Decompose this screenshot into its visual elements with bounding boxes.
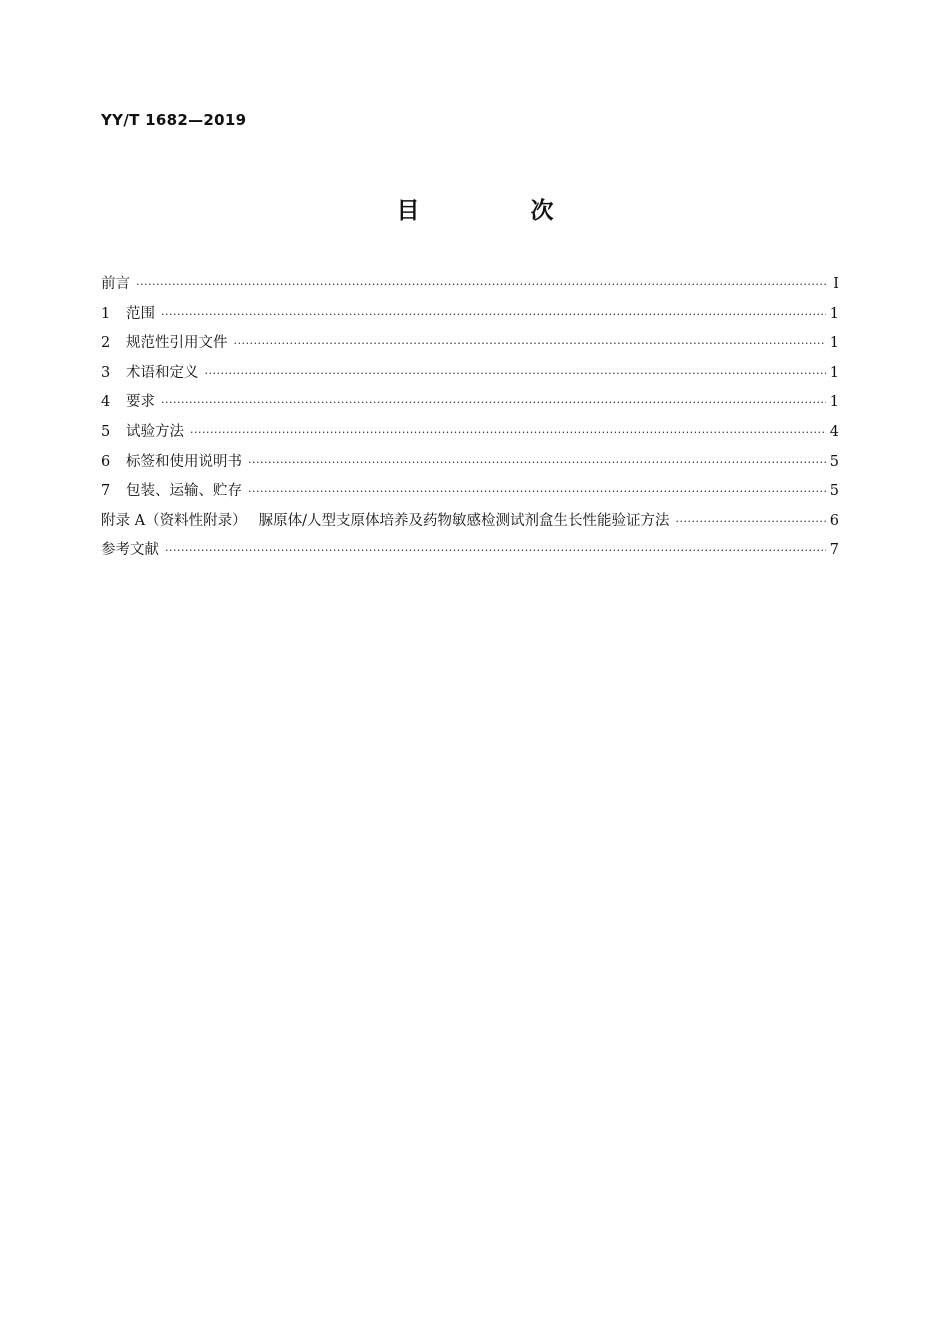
toc-leader-dots	[190, 422, 826, 444]
toc-leader-dots	[136, 274, 827, 296]
toc-leader-dots	[248, 481, 826, 503]
toc-leader-dots	[161, 304, 826, 326]
toc-label: 术语和定义	[126, 364, 199, 381]
toc-label: 试验方法	[126, 423, 184, 440]
toc-page-number: 5	[829, 453, 839, 470]
toc-leader-dots	[248, 452, 826, 474]
document-code: YY/T 1682—2019	[101, 111, 247, 129]
toc-page-number: 1	[829, 305, 839, 322]
toc-section-number: 2	[101, 335, 111, 352]
toc-leader-dots	[205, 363, 826, 385]
page-title: 目 次	[396, 198, 598, 224]
toc-page-number: Ⅰ	[833, 276, 839, 292]
toc-leader-dots	[234, 333, 826, 355]
toc-entry-2[interactable]	[101, 332, 839, 362]
toc-page-number: 5	[829, 483, 839, 500]
toc-label: 附录 A（资料性附录）	[101, 512, 247, 529]
toc-section-number: 5	[101, 423, 111, 440]
toc-section-number: 1	[101, 305, 111, 322]
toc-section-number: 6	[101, 453, 111, 470]
toc-label: 包装、运输、贮存	[126, 483, 242, 500]
toc-label: 参考文献	[101, 542, 159, 559]
toc-section-number: 4	[101, 394, 111, 411]
toc-label: 规范性引用文件	[126, 335, 228, 352]
toc-entry-4[interactable]	[101, 391, 839, 421]
toc-entry-6[interactable]	[101, 451, 839, 481]
toc-page-number: 4	[829, 423, 839, 440]
toc-page-number: 7	[829, 542, 839, 559]
toc-section-number: 3	[101, 364, 111, 381]
toc-leader-dots	[675, 511, 825, 533]
toc-entry-5[interactable]	[101, 421, 839, 451]
toc-entry-foreword[interactable]	[101, 273, 839, 303]
toc-label: 前言	[101, 276, 130, 292]
table-of-contents	[101, 273, 839, 569]
toc-entry-3[interactable]	[101, 362, 839, 392]
toc-section-number: 7	[101, 483, 111, 500]
toc-entry-7[interactable]	[101, 480, 839, 510]
toc-leader-dots	[165, 540, 826, 562]
toc-page-number: 1	[829, 394, 839, 411]
toc-label: 要求	[126, 394, 155, 411]
toc-page-number: 1	[829, 364, 839, 381]
toc-entry-1[interactable]	[101, 303, 839, 333]
toc-page-number: 1	[829, 335, 839, 352]
toc-entry-appendix-a[interactable]	[101, 510, 839, 540]
toc-appendix-subtitle: 脲原体/人型支原体培养及药物敏感检测试剂盒生长性能验证方法	[258, 512, 670, 529]
toc-label: 标签和使用说明书	[126, 453, 242, 470]
toc-page-number: 6	[829, 512, 839, 529]
toc-entry-references[interactable]	[101, 539, 839, 569]
toc-label: 范围	[126, 305, 155, 322]
toc-leader-dots	[161, 392, 826, 414]
